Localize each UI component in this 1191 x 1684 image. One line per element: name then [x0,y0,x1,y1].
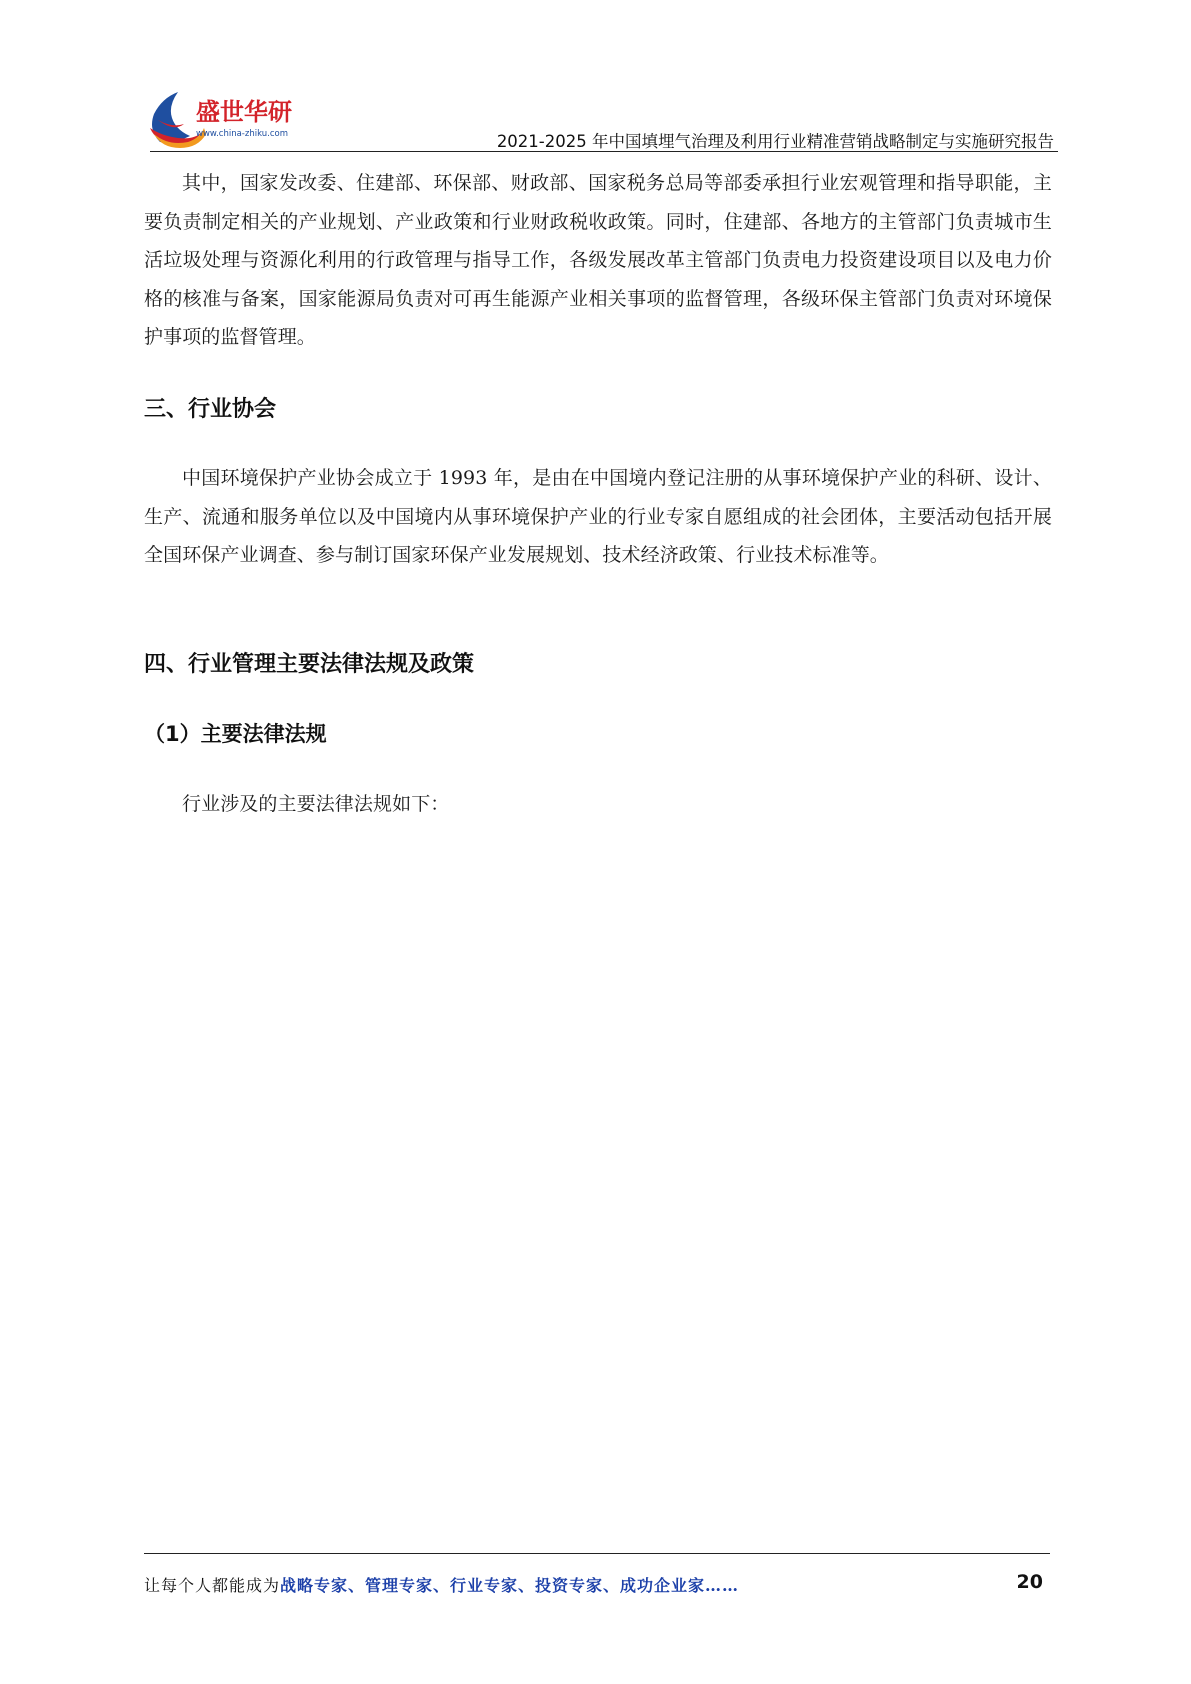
slogan-highlight: 战略专家、管理专家、行业专家、投资专家、成功企业家…… [280,1576,740,1595]
page-header [140,84,1058,152]
logo-brand-text: 盛世华研 [196,98,292,126]
section-heading-laws-policies: 四、行业管理主要法律法规及政策 [144,652,475,677]
paragraph-laws-intro: 行业涉及的主要法律法规如下： [182,793,450,815]
section-heading-association: 三、行业协会 [144,397,277,422]
report-title: 2021-2025 年中国填埋气治理及利用行业精准营销战略制定与实施研究报告 [496,132,1054,151]
footer-divider [144,1553,1050,1554]
subsection-heading-main-laws: （1）主要法律法规 [144,722,327,746]
header-divider [150,151,1058,152]
paragraph-association: 中国环境保护产业协会成立于 1993 年，是由在中国境内登记注册的从事环境保护产业的科研、设计、生产、流通和服务单位以及中国境内从事环境保护产业的行业专家自愿组成的社会团体，主要活动包括开展全国环保产业调查、参与制订国家环保产业发展规划、技术经济政策、行业技术标准等。 [144,467,1052,566]
paragraph-regulators: 其中，国家发改委、住建部、环保部、财政部、国家税务总局等部委承担行业宏观管理和指导职能，主要负责制定相关的产业规划、产业政策和行业财政税收政策。同时，住建部、各地方的主管部门负责城市生活垃圾处理与资源化利用的行政管理与指导工作，各级发展改革主管部门负责电力投资建设项目以及电力价格的核准与备案，国家能源局负责对可再生能源产业相关事项的监督管理，各级环保主管部门负责对环境保护事项的监督管理。 [144,172,1052,348]
logo-url-text: www.china-zhiku.com [196,129,288,139]
footer-slogan [144,1573,739,1596]
page-number: 20 [1016,1571,1043,1593]
slogan-lead: 让每个人都能成为 [144,1576,281,1595]
company-logo [140,84,320,150]
